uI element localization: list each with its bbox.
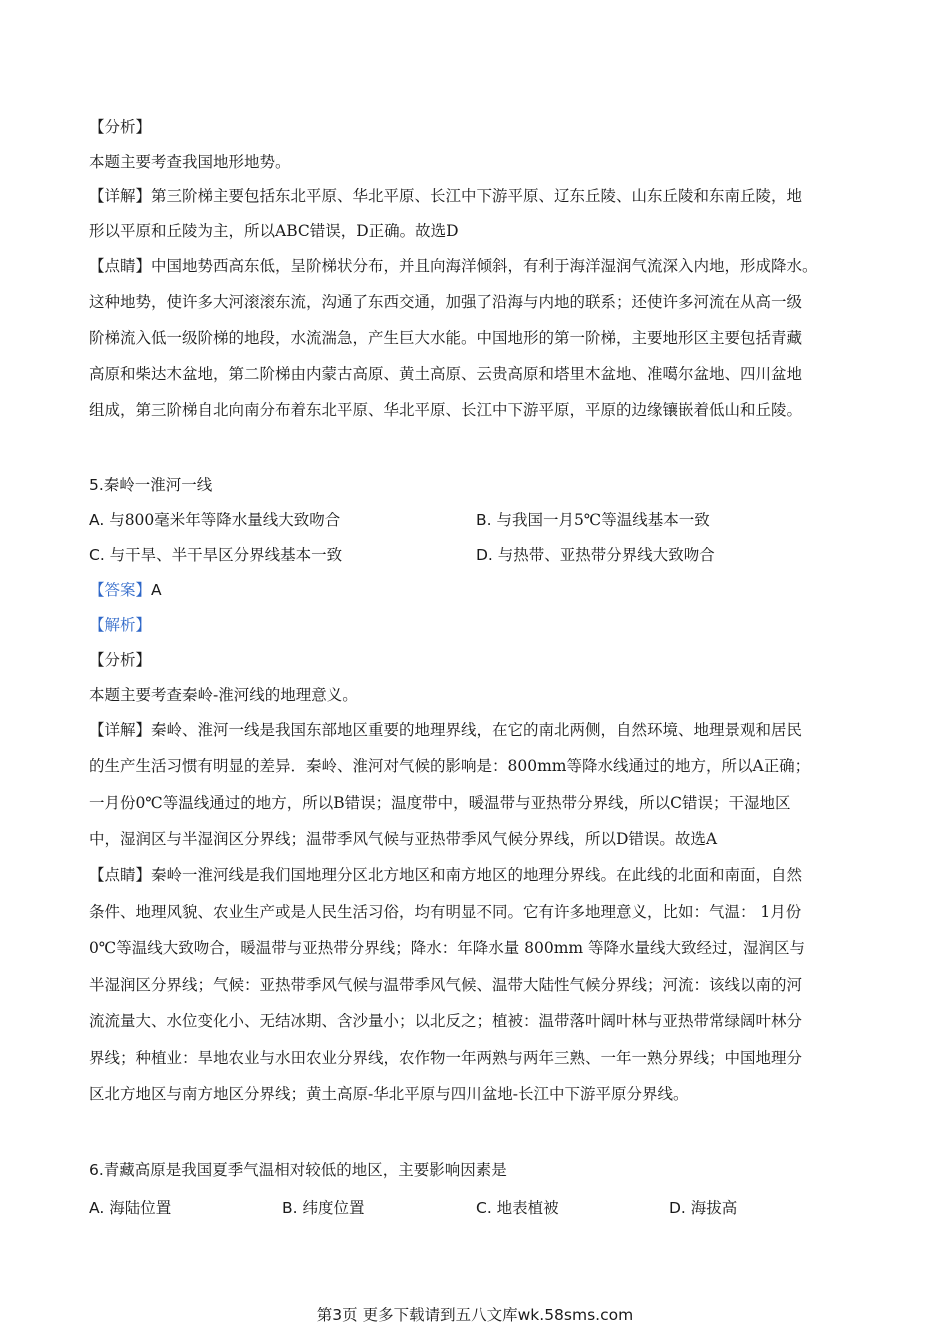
q5-option-a[interactable]: A. 与800毫米年等降水量线大致吻合 (89, 511, 341, 529)
q6-option-c[interactable]: C. 地表植被 (476, 1199, 559, 1217)
answer-line (89, 580, 162, 600)
answer-value: A (151, 581, 162, 599)
detail-line: 的生产生活习惯有明显的差异．秦岭、淮河对气候的影响是：800mm等降水线通过的地方，所以A正确； (89, 757, 811, 775)
q5-option-c[interactable]: C. 与干旱、半干旱区分界线基本一致 (89, 546, 343, 564)
comment-label: 【点睛】 (89, 866, 152, 884)
question-number: 6. (89, 1161, 104, 1179)
comment-line: 高原和柴达木盆地，第二阶梯由内蒙古高原、黄土高原、云贵高原和塔里木盆地、准噶尔盆地、四川盆地 (89, 365, 803, 383)
comment-line: 【点睛】中国地势西高东低，呈阶梯状分布，并且向海洋倾斜，有利于海洋湿润气流深入内地，形成降水。 (89, 257, 818, 275)
comment-line: 界线；种植业：旱地农业与水田农业分界线，农作物一年两熟与两年三熟、一年一熟分界线；中国地理分 (89, 1049, 803, 1067)
detail-line: 【详解】秦岭、淮河一线是我国东部地区重要的地理界线，在它的南北两侧，自然环境、地理景观和居民 (89, 721, 803, 739)
comment-line: 半湿润区分界线；气候：亚热带季风气候与温带季风气候、温带大陆性气候分界线；河流：该线以南的河 (89, 976, 803, 994)
comment-line: 阶梯流入低一级阶梯的地段，水流湍急，产生巨大水能。中国地形的第一阶梯，主要地形区主要包括青藏 (89, 329, 803, 347)
comment-line: 这种地势，使许多大河滚滚东流，沟通了东西交通，加强了沿海与内地的联系；还使许多河流在从高一级 (89, 293, 803, 311)
comment-line: 0℃等温线大致吻合，暖温带与亚热带分界线；降水：年降水量 800mm 等降水量线大致经过，湿润区与 (89, 939, 806, 957)
comment-line: 组成，第三阶梯自北向南分布着东北平原、华北平原、长江中下游平原，平原的边缘镶嵌着低山和丘陵。 (89, 401, 803, 419)
comment-line: 区北方地区与南方地区分界线；黄土高原-华北平原与四川盆地-长江中下游平原分界线。 (89, 1085, 689, 1103)
page-footer: 第3页 更多下载请到五八文库wk.58sms.com (316, 1306, 634, 1324)
comment-line: 流流量大、水位变化小、无结冰期、含沙量小；以北反之；植被：温带落叶阔叶林与亚热带常绿阔叶林分 (89, 1012, 803, 1030)
comment-line: 【点睛】秦岭一淮河线是我们国地理分区北方地区和南方地区的地理分界线。在此线的北面和南面，自然 (89, 866, 803, 884)
explain-label: 【解析】 (89, 616, 152, 634)
q5-option-d[interactable]: D. 与热带、亚热带分界线大致吻合 (476, 546, 715, 564)
answer-label: 【答案】 (89, 581, 152, 599)
q6-option-a[interactable]: A. 海陆位置 (89, 1199, 172, 1217)
analysis-text: 本题主要考查秦岭-淮河线的地理意义。 (89, 686, 358, 704)
analysis-text: 本题主要考查我国地形地势。 (89, 153, 291, 171)
analysis-header: 【分析】 (89, 118, 152, 136)
q6-option-d[interactable]: D. 海拔高 (669, 1199, 738, 1217)
detail-line: 中，湿润区与半湿润区分界线；温带季风气候与亚热带季风气候分界线，所以D错误。故选A (89, 830, 718, 848)
footer-site-link[interactable]: wk.58sms.com (517, 1306, 634, 1324)
q6-option-b[interactable]: B. 纬度位置 (282, 1199, 365, 1217)
question-6-stem: 6.青藏高原是我国夏季气温相对较低的地区，主要影响因素是 (89, 1161, 507, 1179)
detail-line: 【详解】第三阶梯主要包括东北平原、华北平原、长江中下游平原、辽东丘陵、山东丘陵和东南丘陵，地 (89, 187, 803, 205)
detail-label: 【详解】 (89, 721, 152, 739)
detail-line: 形以平原和丘陵为主，所以ABC错误，D正确。故选D (89, 222, 459, 240)
page-number: 3 (332, 1306, 343, 1324)
detail-label: 【详解】 (89, 187, 152, 205)
question-5-stem: 5.秦岭一淮河一线 (89, 476, 213, 494)
detail-line: 一月份0℃等温线通过的地方，所以B错误；温度带中，暖温带与亚热带分界线，所以C错误；干湿地区 (89, 794, 791, 812)
q5-option-b[interactable]: B. 与我国一月5℃等温线基本一致 (476, 511, 710, 529)
analysis-header: 【分析】 (89, 651, 152, 669)
comment-line: 条件、地理风貌、农业生产或是人民生活习俗，均有明显不同。它有许多地理意义，比如：气温： 1月份 (89, 903, 802, 921)
comment-label: 【点睛】 (89, 257, 152, 275)
question-number: 5. (89, 476, 104, 494)
